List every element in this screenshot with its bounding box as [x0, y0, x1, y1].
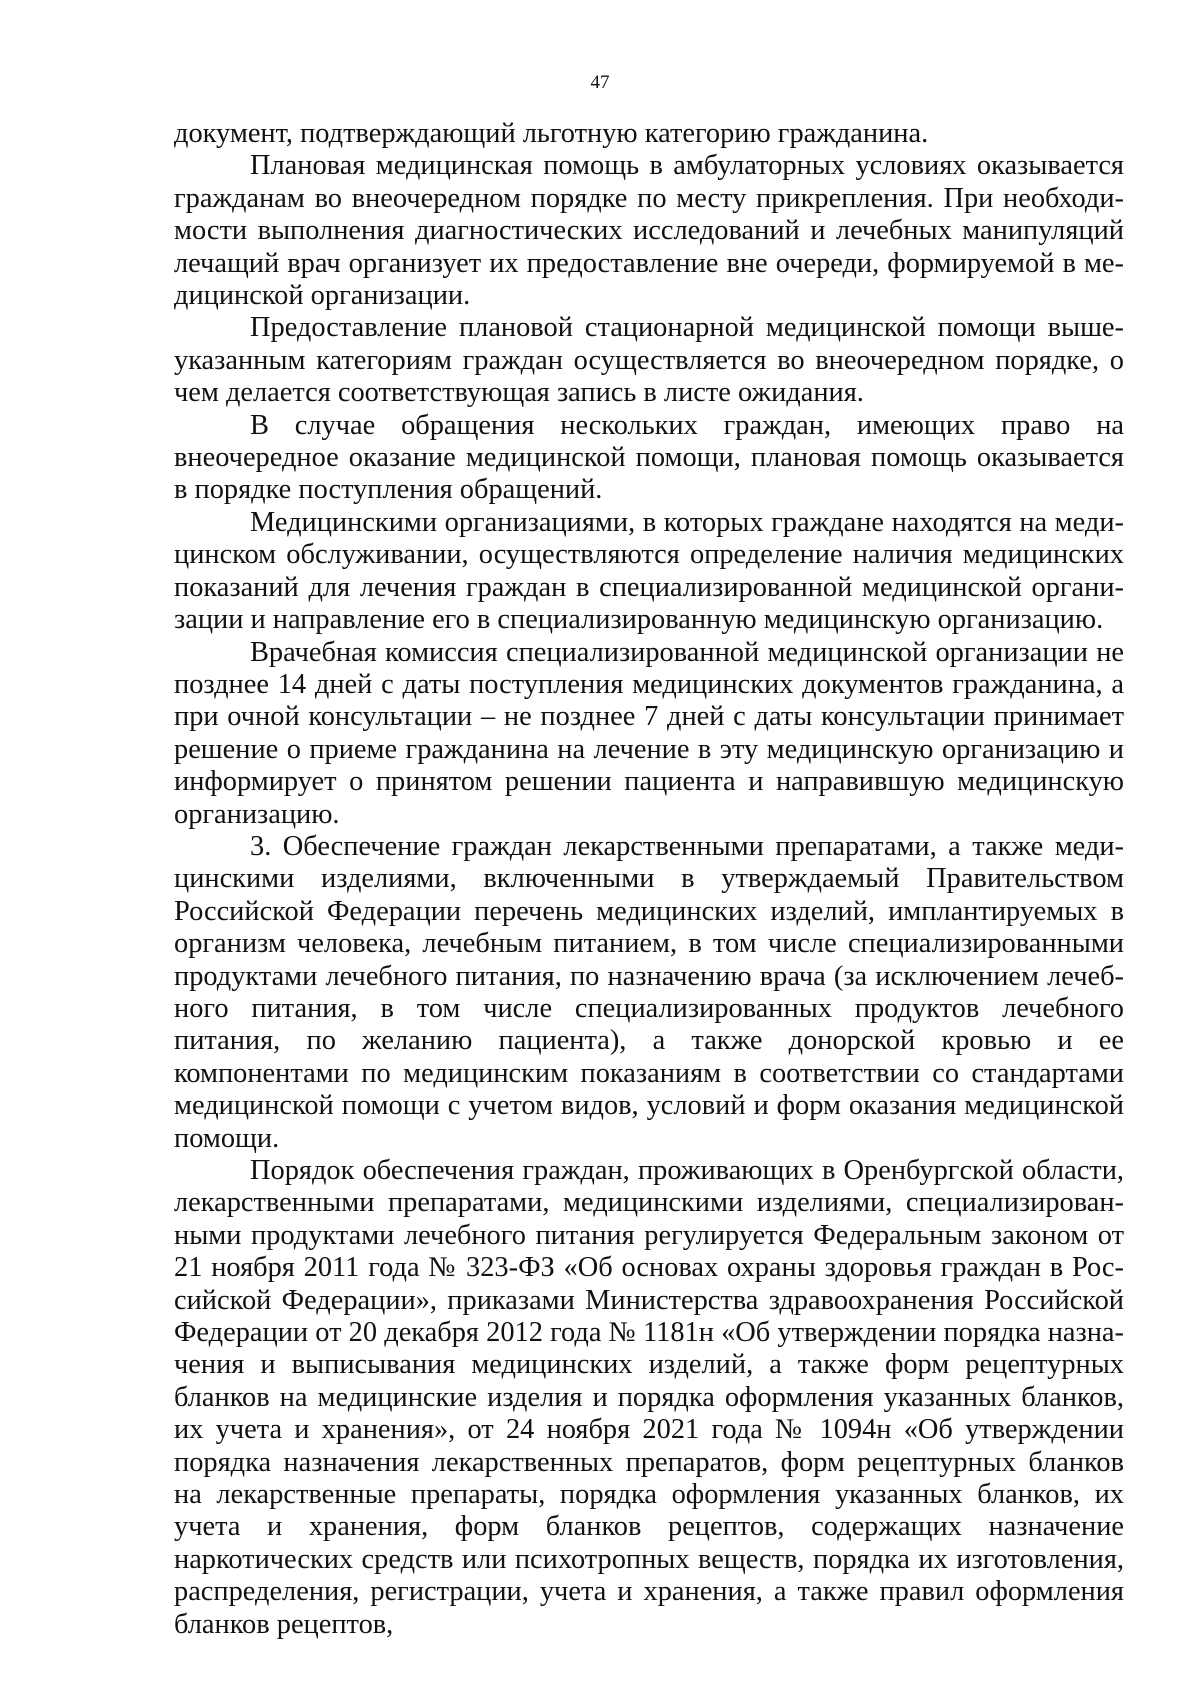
- paragraph-provision-procedure: Порядок обеспечения граждан, проживающих в Оренбургской области, лекарственными препаратами, медицинскими изделиями, специализированными продуктами лечебного питания регулируется Федеральным законом от 21 ноября 2011 года № 323-ФЗ «Об основах охраны здоровья граждан в Российской Федерации», приказами Министерства здравоохранения Российской Федерации от 20 декабря 2012 года № 1181н «Об утверждении порядка назначения и выписывания медицинских изделий, а также форм рецептурных бланков на медицинские изделия и порядка оформления указанных бланков, их учета и хранения», от 24 ноября 2021 года № 1094н «Об утверждении порядка назначения лекарственных препаратов, форм рецептурных бланков на лекарственные препараты, порядка оформления указанных бланков, их учета и хранения, форм бланков рецептов, содержащих назначение наркотических средств или психотропных веществ, порядка их изготовления, распределения, регистрации, учета и хранения, а также правил оформления бланков рецептов,: [174, 1155, 1124, 1640]
- paragraph-section-3-provision: 3. Обеспечение граждан лекарственными препаратами, а также медицинскими изделиями, включенными в утверждаемый Правительством Российской Федерации перечень медицинских изделий, имплантируемых в организм человека, лечебным питанием, в том числе специализированными продуктами лечебного питания, по назначению врача (за исключением лечебного питания, в том числе специализированных продуктов лечебного питания, по желанию пациента), а также донорской кровью и ее компонентами по медицинским показаниям в соответствии со стандартами медицинской помощи с учетом видов, условий и форм оказания медицинской помощи.: [174, 830, 1124, 1154]
- document-body: [174, 118, 1124, 1641]
- paragraph-multiple-requests: В случае обращения нескольких граждан, имеющих право на внеочередное оказание медицинской помощи, плановая помощь оказывается в порядке поступления обращений.: [174, 409, 1124, 506]
- paragraph-medical-organizations: Медицинскими организациями, в которых граждане находятся на медицинском обслуживании, осуществляются определение наличия медицинских показаний для лечения граждан в специализированной медицинской организации и направление его в специализированную медицинскую организацию.: [174, 506, 1124, 636]
- paragraph-inpatient-care: Предоставление плановой стационарной медицинской помощи вышеуказанным категориям граждан осуществляется во внеочередном порядке, о чем делается соответствующая запись в листе ожидания.: [174, 312, 1124, 409]
- page-number: 47: [590, 72, 610, 93]
- paragraph-medical-commission: Врачебная комиссия специализированной медицинской организации не позднее 14 дней с даты поступления медицинских документов гражданина, а при очной консультации – не позднее 7 дней с даты консультации принимает решение о приеме гражданина на лечение в эту медицинскую организацию и информирует о принятом решении пациента и направившую медицинскую организацию.: [174, 636, 1124, 830]
- paragraph-continuation: документ, подтверждающий льготную категорию гражданина.: [174, 118, 929, 149]
- paragraph-ambulatory-care: Плановая медицинская помощь в амбулаторных условиях оказывается гражданам во внеочередном порядке по месту прикрепления. При необходимости выполнения диагностических исследований и лечебных манипуляций лечащий врач организует их предоставление вне очереди, формируемой в медицинской организации.: [174, 150, 1124, 312]
